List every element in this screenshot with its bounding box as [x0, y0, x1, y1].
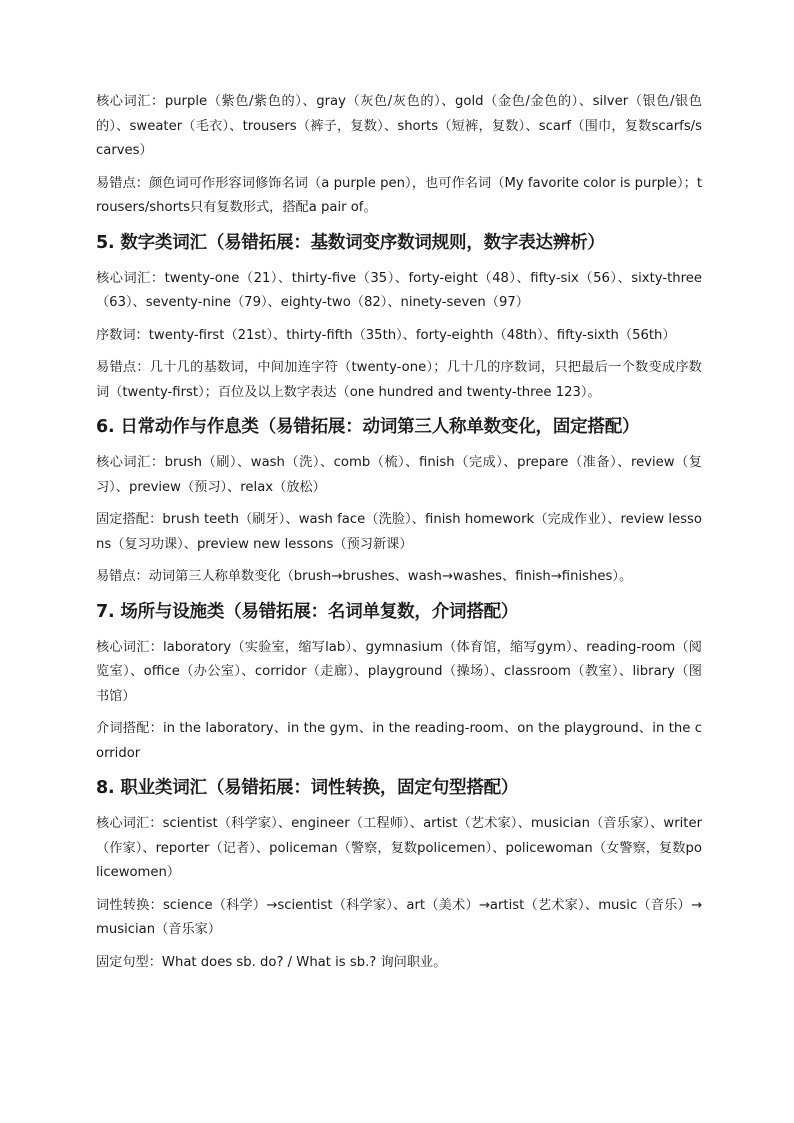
- document-page: [96, 90, 702, 983]
- jobs-core-vocab: 核心词汇：scientist（科学家）、engineer（工程师）、artist（艺术家）、musician（音乐家）、writer（作家）、reporter（记者）、policeman（警察，复数policemen）、policewoman（女警察，复数policewomen）: [96, 816, 702, 880]
- jobs-word-conversion: 词性转换：science（科学）→scientist（科学家）、art（美术）→artist（艺术家）、music（音乐）→musician（音乐家）: [96, 897, 702, 937]
- section-8-heading: 8. 职业类词汇（易错拓展：词性转换，固定句型搭配）: [96, 778, 519, 798]
- numbers-core-vocab: 核心词汇：twenty-one（21）、thirty-five（35）、forty-eight（48）、fifty-six（56）、sixty-three（63）、seventy-nine（79）、eighty-two（82）、ninety-seven（97）: [96, 270, 702, 310]
- ordinal-numbers: 序数词：twenty-first（21st）、thirty-fifth（35th）、forty-eighth（48th）、fifty-sixth（56th）: [96, 327, 676, 343]
- places-prepositions: 介词搭配：in the laboratory、in the gym、in the reading-room、on the playground、in the corridor: [96, 721, 702, 761]
- actions-common-mistakes: 易错点：动词第三人称单数变化（brush→brushes、wash→washes、finish→finishes）。: [96, 569, 633, 584]
- section-7-heading: 7. 场所与设施类（易错拓展：名词单复数，介词搭配）: [96, 601, 519, 622]
- actions-collocations: 固定搭配：brush teeth（刷牙）、wash face（洗脸）、finish homework（完成作业）、review lessons（复习功课）、preview new lessons（预习新课）: [96, 512, 702, 552]
- section-5-heading: 5. 数字类词汇（易错拓展：基数词变序数词规则，数字表达辨析）: [96, 232, 605, 253]
- numbers-common-mistakes: 易错点：几十几的基数词，中间加连字符（twenty-one）；几十几的序数词，只把最后一个数变成序数词（twenty-first）；百位及以上数字表达（one hundred and twenty-three 123）。: [96, 360, 702, 400]
- places-core-vocab: 核心词汇：laboratory（实验室，缩写lab）、gymnasium（体育馆，缩写gym）、reading-room（阅览室）、office（办公室）、corridor（走廊）、playground（操场）、classroom（教室）、library（图书馆）: [96, 639, 702, 704]
- colors-common-mistakes: 易错点：颜色词可作形容词修饰名词（a purple pen），也可作名词（My favorite color is purple）；trousers/shorts只有复数形式，搭配a pair of。: [96, 175, 702, 215]
- colors-core-vocab: 核心词汇：purple（紫色/紫色的）、gray（灰色/灰色的）、gold（金色/金色的）、silver（银色/银色的）、sweater（毛衣）、trousers（裤子，复数）、shorts（短裤，复数）、scarf（围巾，复数scarfs/scarves）: [96, 94, 702, 158]
- jobs-sentence-pattern: 固定句型：What does sb. do? / What is sb.? 询问职业。: [96, 954, 447, 970]
- actions-core-vocab: 核心词汇：brush（刷）、wash（洗）、comb（梳）、finish（完成）、prepare（准备）、review（复习）、preview（预习）、relax（放松）: [96, 455, 702, 495]
- section-6-heading: 6. 日常动作与作息类（易错拓展：动词第三人称单数变化，固定搭配）: [96, 417, 640, 437]
